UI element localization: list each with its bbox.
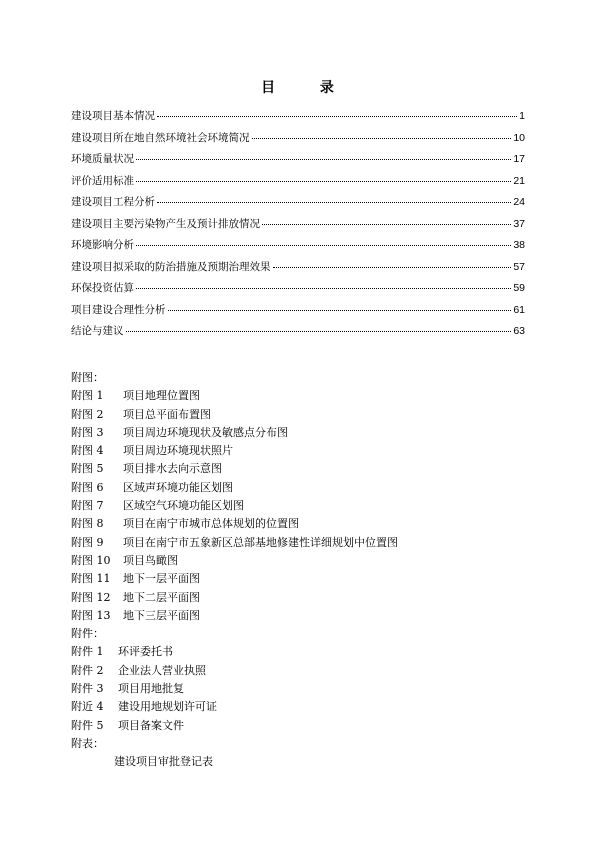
toc-entry-title: 建设项目拟采取的防治措施及预期治理效果 bbox=[71, 260, 271, 273]
attachment-label: 附件 3 bbox=[71, 682, 104, 696]
toc-entry[interactable] bbox=[71, 195, 525, 217]
attachment-title: 企业法人营业执照 bbox=[118, 663, 206, 677]
toc-entry-title: 建设项目工程分析 bbox=[71, 196, 155, 208]
attachment-label: 附件 1 bbox=[71, 645, 104, 659]
figure-item bbox=[71, 497, 531, 515]
toc-entry-title: 建设项目所在地自然环境社会环境简况 bbox=[71, 131, 250, 144]
toc-entry[interactable] bbox=[71, 238, 525, 260]
toc-entry-page: 38 bbox=[513, 239, 525, 251]
toc-entry[interactable] bbox=[71, 152, 525, 174]
toc-entry-page: 57 bbox=[513, 260, 525, 273]
toc-entry-page: 63 bbox=[513, 325, 525, 337]
figure-title: 项目在南宁市五象新区总部基地修建性详细规划中位置图 bbox=[123, 535, 398, 549]
figure-label: 附图 2 bbox=[71, 407, 104, 421]
attachment-label: 附件 2 bbox=[71, 663, 104, 677]
toc-dot-leader bbox=[273, 267, 512, 268]
attachment-title: 环评委托书 bbox=[118, 645, 173, 659]
figure-title: 地下三层平面图 bbox=[123, 608, 200, 622]
toc-entry-page: 1 bbox=[519, 110, 525, 122]
table-title: 建设项目审批登记表 bbox=[114, 755, 213, 769]
figure-title: 项目周边环境现状照片 bbox=[123, 444, 233, 458]
figure-label: 附图 11 bbox=[71, 572, 111, 586]
figures-heading: 附图： bbox=[71, 371, 104, 384]
toc-entry-title: 环境质量状况 bbox=[71, 153, 134, 165]
figure-title: 地下二层平面图 bbox=[123, 590, 200, 604]
figure-label: 附图 10 bbox=[71, 553, 111, 567]
toc-entry-title: 建设项目主要污染物产生及预计排放情况 bbox=[71, 217, 260, 230]
toc-dot-leader bbox=[168, 310, 512, 311]
toc-dot-leader bbox=[136, 245, 511, 246]
toc-entry-title: 建设项目基本情况 bbox=[71, 110, 155, 122]
figure-label: 附图 3 bbox=[71, 425, 104, 439]
toc-dot-leader bbox=[157, 202, 511, 203]
figure-title: 区域声环境功能区划图 bbox=[123, 480, 233, 494]
figure-item bbox=[71, 406, 531, 424]
attachment-item bbox=[71, 662, 531, 680]
figure-item bbox=[71, 515, 531, 533]
table-of-contents bbox=[71, 109, 525, 346]
figure-label: 附图 9 bbox=[71, 535, 104, 549]
toc-entry-title: 环保投资估算 bbox=[71, 282, 134, 294]
attachment-item bbox=[71, 717, 531, 735]
figure-item bbox=[71, 460, 531, 478]
toc-dot-leader bbox=[252, 138, 512, 139]
attachment-item bbox=[71, 698, 531, 716]
figure-title: 项目地理位置图 bbox=[123, 389, 200, 403]
toc-entry[interactable] bbox=[71, 281, 525, 303]
figure-item bbox=[71, 552, 531, 570]
attachment-title: 建设用地规划许可证 bbox=[118, 700, 217, 714]
toc-entry-page: 24 bbox=[513, 196, 525, 208]
figure-title: 项目排水去向示意图 bbox=[123, 462, 222, 476]
toc-entry-page: 17 bbox=[513, 153, 525, 165]
figure-title: 项目总平面布置图 bbox=[123, 407, 211, 421]
figure-label: 附图 5 bbox=[71, 462, 104, 476]
page-title: 目 录 bbox=[261, 80, 354, 96]
figure-label: 附图 4 bbox=[71, 444, 104, 458]
toc-entry[interactable] bbox=[71, 109, 525, 131]
toc-entry-title: 评价适用标准 bbox=[71, 174, 134, 187]
attachment-title: 项目备案文件 bbox=[118, 718, 184, 732]
toc-entry-title: 结论与建议 bbox=[71, 325, 124, 337]
toc-dot-leader bbox=[136, 288, 511, 289]
tables-heading: 附表： bbox=[71, 736, 104, 750]
toc-entry[interactable] bbox=[71, 174, 525, 196]
table-item bbox=[71, 753, 531, 771]
appendix-list bbox=[71, 369, 531, 772]
toc-dot-leader bbox=[126, 331, 512, 332]
toc-entry[interactable] bbox=[71, 324, 525, 346]
attachment-title: 项目用地批复 bbox=[118, 682, 184, 696]
figure-title: 区域空气环境功能区划图 bbox=[123, 499, 244, 513]
figure-item bbox=[71, 387, 531, 405]
figure-label: 附图 1 bbox=[71, 389, 104, 403]
toc-entry-title: 项目建设合理性分析 bbox=[71, 303, 166, 316]
figure-label: 附图 7 bbox=[71, 499, 104, 513]
attachment-item bbox=[71, 680, 531, 698]
toc-entry-page: 61 bbox=[513, 303, 525, 316]
figure-title: 项目周边环境现状及敏感点分布图 bbox=[123, 425, 288, 439]
toc-entry-page: 10 bbox=[513, 131, 525, 144]
attachment-label: 附近 4 bbox=[71, 700, 104, 714]
toc-entry-page: 21 bbox=[513, 174, 525, 187]
toc-dot-leader bbox=[136, 159, 511, 160]
figure-item bbox=[71, 534, 531, 552]
figure-label: 附图 13 bbox=[71, 608, 111, 622]
toc-entry[interactable] bbox=[71, 260, 525, 282]
toc-entry-page: 37 bbox=[513, 217, 525, 230]
figure-item bbox=[71, 570, 531, 588]
figure-item bbox=[71, 589, 531, 607]
toc-entry[interactable] bbox=[71, 303, 525, 325]
figure-label: 附图 6 bbox=[71, 480, 104, 494]
toc-dot-leader bbox=[157, 116, 517, 117]
figure-item bbox=[71, 424, 531, 442]
attachments-heading: 附件： bbox=[71, 627, 104, 641]
toc-entry[interactable] bbox=[71, 217, 525, 239]
figure-title: 项目在南宁市城市总体规划的位置图 bbox=[123, 517, 299, 531]
figure-item bbox=[71, 442, 531, 460]
attachment-label: 附件 5 bbox=[71, 718, 104, 732]
figure-item bbox=[71, 607, 531, 625]
toc-dot-leader bbox=[262, 224, 511, 225]
toc-entry-title: 环境影响分析 bbox=[71, 239, 134, 251]
figure-label: 附图 12 bbox=[71, 590, 111, 604]
figure-title: 地下一层平面图 bbox=[123, 572, 200, 586]
toc-dot-leader bbox=[136, 181, 511, 182]
figure-title: 项目鸟瞰图 bbox=[123, 553, 178, 567]
attachment-item bbox=[71, 643, 531, 661]
toc-entry-page: 59 bbox=[513, 282, 525, 294]
figure-item bbox=[71, 479, 531, 497]
toc-entry[interactable] bbox=[71, 131, 525, 153]
figure-label: 附图 8 bbox=[71, 517, 104, 531]
